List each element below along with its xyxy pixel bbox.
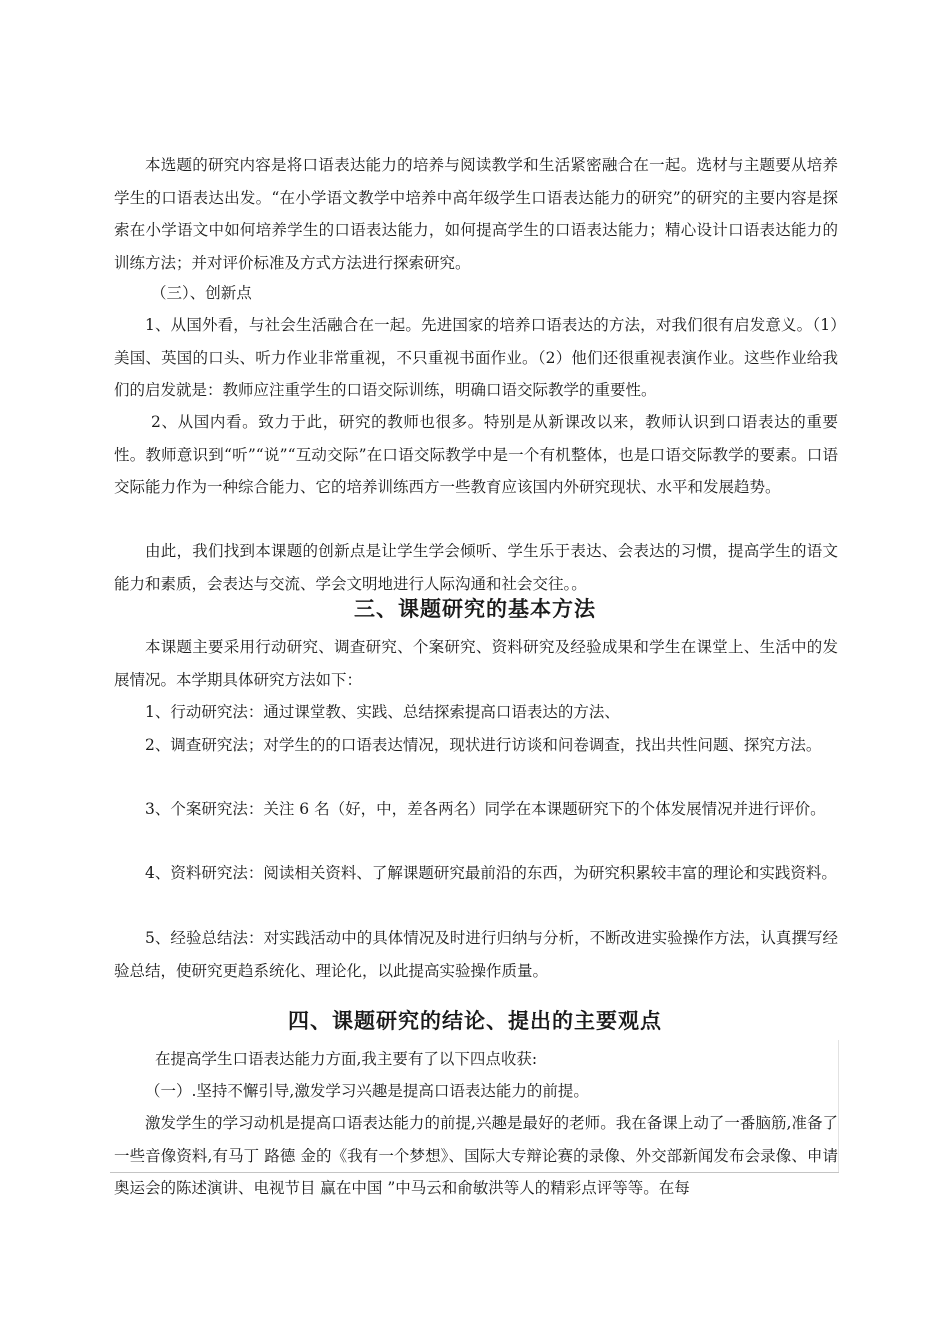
section-4-heading: 四、课题研究的结论、提出的主要观点 [288, 1008, 662, 1033]
innovation-point-2: 2、从国内看。致力于此，研究的教师也很多。特别是从新课改以来，教师认识到口语表达的重要性。教师意识到“听”“说”“互动交际”在口语交际教学中是一个有机整体，也是口语交际教学的要素。口语交际能力作为一种综合能力、它的培养训练西方一些教育应该国内外研究现状、水平和发展趋势。 [114, 413, 838, 496]
table-border-bottom [110, 1172, 839, 1173]
conclusions-intro: 在提高学生口语表达能力方面,我主要有了以下四点收获: [155, 1050, 538, 1068]
conclusion-1-body: 激发学生的学习动机是提高口语表达能力的前提,兴趣是最好的老师。我在备课上动了一番脑筋,准备了一些音像资料,有马丁 路德 金的《我有一个梦想》、国际大专辩论赛的录像、外交部新闻发布会录像、申请奥运会的陈述演讲、电视节目 赢在中国 ”中马云和俞敏洪等人的精彩点评等等。在每 [114, 1114, 838, 1197]
method-action-research: 1、行动研究法：通过课堂教、实践、总结探索提高口语表达的方法、 [145, 703, 620, 721]
innovation-subheading: （三）、创新点 [151, 284, 252, 302]
method-experience-summary: 5、经验总结法：对实践活动中的具体情况及时进行归纳与分析，不断改进实验操作方法，认真撰写经验总结，使研究更趋系统化、理论化，以此提高实验操作质量。 [114, 929, 838, 980]
innovation-conclusion: 由此，我们找到本课题的创新点是让学生学会倾听、学生乐于表达、会表达的习惯，提高学生的语文能力和素质，会表达与交流、学会文明地进行人际沟通和社会交往。。 [114, 542, 838, 593]
section-3-heading: 三、课题研究的基本方法 [354, 596, 596, 621]
method-case-study: 3、个案研究法：关注 6 名（好，中，差各两名）同学在本课题研究下的个体发展情况并进行评价。 [145, 800, 826, 818]
conclusion-1-heading: （一）.坚持不懈引导,激发学习兴趣是提高口语表达能力的前提。 [145, 1082, 589, 1100]
methods-intro: 本课题主要采用行动研究、调查研究、个案研究、资料研究及经验成果和学生在课堂上、生活中的发展情况。本学期具体研究方法如下： [114, 638, 838, 689]
table-border-right [838, 1040, 839, 1172]
method-literature-research: 4、资料研究法：阅读相关资料、了解课题研究最前沿的东西，为研究积累较丰富的理论和实践资料。 [145, 864, 837, 882]
research-content-paragraph: 本选题的研究内容是将口语表达能力的培养与阅读教学和生活紧密融合在一起。选材与主题要从培养学生的口语表达出发。“在小学语文教学中培养中高年级学生口语表达能力的研究”的研究的主要内容是探索在小学语文中如何培养学生的口语表达能力，如何提高学生的口语表达能力；精心设计口语表达能力的训练方法；并对评价标准及方式方法进行探索研究。 [114, 156, 838, 272]
innovation-point-1: 1、从国外看，与社会生活融合在一起。先进国家的培养口语表达的方法，对我们很有启发意义。（1）美国、英国的口头、听力作业非常重视，不只重视书面作业。（2）他们还很重视表演作业。这些作业给我们的启发就是：教师应注重学生的口语交际训练，明确口语交际教学的重要性。 [114, 316, 838, 399]
method-survey-research: 2、调查研究法；对学生的的口语表达情况，现状进行访谈和问卷调查，找出共性问题、探究方法。 [145, 736, 822, 754]
